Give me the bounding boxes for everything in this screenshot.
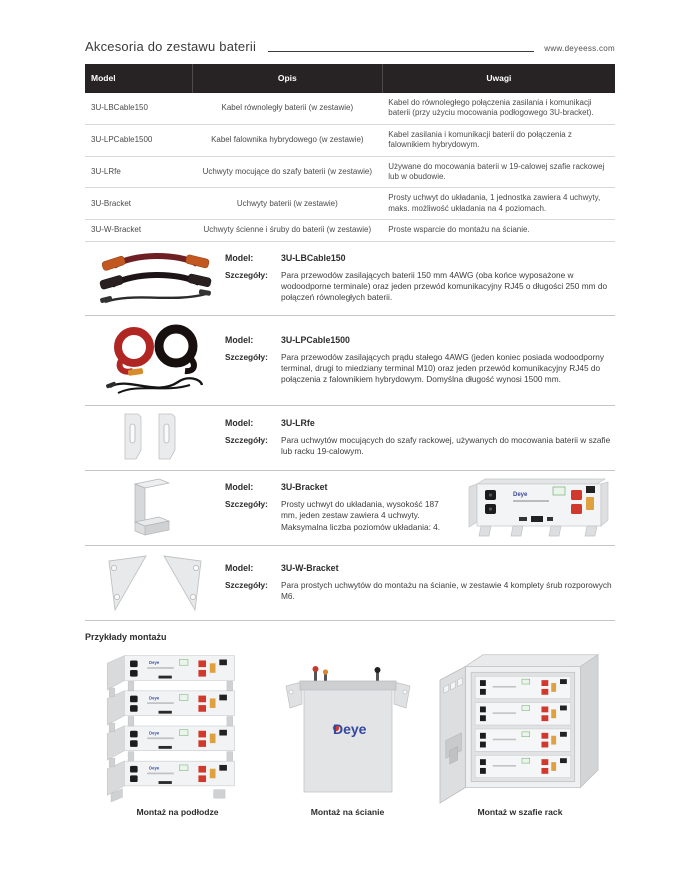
wall-battery-image (278, 650, 418, 802)
rack-ears-image (85, 411, 225, 465)
wall-brackets-icon (100, 552, 210, 614)
table-row (85, 93, 615, 124)
column-header-opis: Opis (192, 64, 382, 93)
rack-cabinet-image (430, 650, 610, 802)
accessories-table (85, 64, 615, 242)
details-label: Szczegóły: (225, 269, 268, 280)
header-rule (268, 51, 534, 52)
model-line (225, 418, 615, 428)
cell-model: 3U-W-Bracket (85, 220, 192, 241)
floor-stack-image (98, 650, 258, 802)
floor-stack-icon (98, 650, 258, 802)
rack-ears-icon (105, 411, 205, 465)
page-header (85, 36, 615, 54)
rack-cabinet-icon (430, 645, 610, 807)
cell-opis: Uchwyty baterii (w zestawie) (192, 188, 382, 220)
model-value: 3U-LPCable1500 (281, 334, 350, 345)
column-header-uwagi: Uwagi (382, 64, 615, 93)
cell-model: 3U-Bracket (85, 188, 192, 220)
product-section-lrfe (85, 406, 615, 471)
cell-opis: Uchwyty mocujące do szafy baterii (w zestawie) (192, 156, 382, 188)
cell-uwagi: Proste wsparcie do montażu na ścianie. (382, 220, 615, 241)
coiled-cables-icon (98, 319, 213, 401)
cell-uwagi: Prosty uchwyt do układania, 1 jednostka zawiera 4 uchwyty, maks. możliwość układania na 4 poziomach. (382, 188, 615, 220)
column-header-model: Model (85, 64, 192, 93)
model-line (225, 253, 615, 263)
model-value: 3U-LRfe (281, 417, 315, 428)
example-wall-mount (270, 650, 425, 817)
details-line (225, 580, 615, 602)
stacking-bracket-image (85, 474, 225, 542)
details-label: Szczegóły: (225, 579, 268, 590)
parallel-cables-icon (98, 246, 213, 310)
model-line (225, 335, 615, 345)
parallel-cables-image (85, 246, 225, 310)
details-text: Para uchwytów mocujących do szafy rackowej, używanych do mocowania baterii w szafie lub racku 19-calowym. (281, 434, 611, 457)
model-line (225, 563, 615, 573)
product-section-bracket (85, 471, 615, 546)
details-line (225, 270, 615, 304)
cell-model: 3U-LPCable1500 (85, 124, 192, 156)
table-row (85, 124, 615, 156)
model-label: Model: (225, 482, 254, 493)
cell-opis: Uchwyty ścienne i śruby do baterii (w zestawie) (192, 220, 382, 241)
table-row (85, 156, 615, 188)
model-value: 3U-LBCable150 (281, 252, 346, 263)
model-label: Model: (225, 562, 254, 573)
details-line (225, 435, 615, 457)
cell-uwagi: Używane do mocowania baterii w 19-calowej szafie rackowej lub w obudowie. (382, 156, 615, 188)
details-text: Para przewodów zasilających baterii 150 mm 4AWG (oba końce wyposażone w wodoodporne terminale) oraz jeden przewód komunikacyjny RJ45 o długości 250 mm do połączeń równoległych baterii. (281, 269, 608, 303)
product-section-lbcable150 (85, 242, 615, 316)
cell-opis: Kabel równoległy baterii (w zestawie) (192, 93, 382, 124)
website-link[interactable]: www.deyeess.com (544, 44, 615, 53)
example-rack-mount (425, 650, 615, 817)
stacking-bracket-icon (105, 474, 205, 542)
cell-uwagi: Kabel do równoległego połączenia zasilania i komunikacji baterii (przy użyciu mocowania podłogowego 3U-bracket). (382, 93, 615, 124)
example-caption: Montaż w szafie rack (477, 806, 563, 817)
cell-opis: Kabel falownika hybrydowego (w zestawie) (192, 124, 382, 156)
cell-uwagi: Kabel zasilania i komunikacji baterii do połączenia z falownikiem hybrydowym. (382, 124, 615, 156)
model-value: 3U-Bracket (281, 482, 328, 493)
table-row (85, 220, 615, 241)
examples-heading: Przykłady montażu (85, 631, 167, 642)
brand-logo-text: Deye (332, 720, 366, 737)
model-line (225, 482, 453, 492)
brand-logo-text: Deye (513, 491, 528, 498)
details-label: Szczegóły: (225, 351, 268, 362)
mounting-examples (85, 650, 615, 817)
coiled-cables-image (85, 319, 225, 401)
model-label: Model: (225, 334, 254, 345)
details-text: Para prostych uchwytów do montażu na ścianie, w zestawie 4 komplety śrub rozporowych M6. (281, 579, 612, 602)
example-caption: Montaż na podłodze (136, 806, 219, 817)
details-line (225, 352, 615, 386)
example-floor-mount (85, 650, 270, 817)
model-value: 3U-W-Bracket (281, 562, 339, 573)
details-text: Prosty uchwyt do układania, wysokość 187 mm, jeden zestaw zawiera 4 uchwyty. Maksymalna liczba poziomów układania: 4. (281, 499, 441, 532)
model-label: Model: (225, 417, 254, 428)
details-label: Szczegóły: (225, 434, 268, 445)
model-label: Model: (225, 252, 254, 263)
product-section-w-bracket (85, 546, 615, 621)
example-caption: Montaż na ścianie (310, 806, 385, 817)
details-text: Para przewodów zasilających prądu stałego 4AWG (jeden koniec posiada wodoodporny terminal, drugi to miedziany terminal M10) oraz jeden przewód komunikacyjny RJ45 do połączenia z falownikiem hybrydowym. Domyślna długość wynosi 1500 mm. (281, 351, 604, 385)
product-section-lpcable1500 (85, 316, 615, 406)
details-line (225, 499, 453, 533)
page-title: Akcesoria do zestawu baterii (85, 39, 257, 54)
battery-module-icon (455, 472, 615, 544)
cell-model: 3U-LRfe (85, 156, 192, 188)
wall-brackets-image (85, 552, 225, 614)
details-label: Szczegóły: (225, 499, 268, 510)
table-header-row (85, 64, 615, 93)
table-row (85, 188, 615, 220)
cell-model: 3U-LBCable150 (85, 93, 192, 124)
battery-module-image (453, 472, 615, 544)
wall-battery-icon (278, 650, 418, 802)
